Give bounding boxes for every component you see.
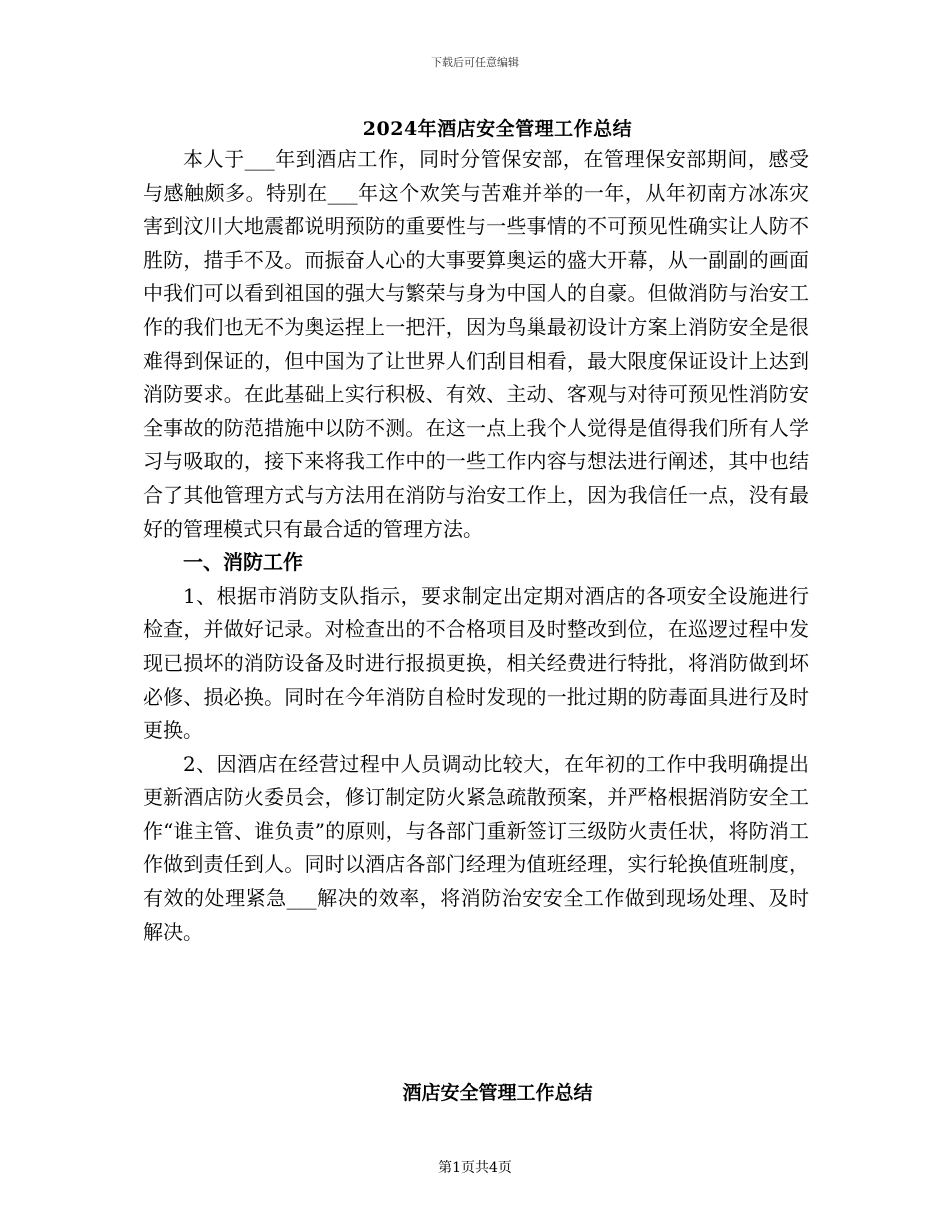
page-number: 第1页共4页 bbox=[438, 1160, 512, 1176]
intro-paragraph: 本人于___年到酒店工作，同时分管保安部，在管理保安部期间，感受与感触颇多。特别在___年这个欢笑与苦难并举的一年，从年初南方冰冻灾害到汶川大地震都说明预防的重要性与一些事情的不可预见性确实让人防不胜防，措手不及。而振奋人心的大事要算奥运的盛大开幕，从一副副的画面中我们可以看到祖国的强大与繁荣与身为中国人的自豪。但做消防与治安工作的我们也无不为奥运捏上一把汗，因为鸟巢最初设计方案上消防安全是很难得到保证的，但中国为了让世界人们刮目相看，最大限度保证设计上达到消防要求。在此基础上实行积极、有效、主动、客观与对待可预见性消防安全事故的防范措施中以防不测。在这一点上我个人觉得是值得我们所有人学习与吸取的，接下来将我工作中的一些工作内容与想法进行阐述，其中也结合了其他管理方式与方法用在消防与治安工作上，因为我信任一点，没有最好的管理模式只有最合适的管理方法。 bbox=[143, 147, 809, 541]
document-body bbox=[143, 143, 809, 949]
item-paragraph-2: 2、因酒店在经营过程中人员调动比较大，在年初的工作中我明确提出更新酒店防火委员会，修订制定防火紧急疏散预案，并严格根据消防安全工作“谁主管、谁负责”的原则，与各部门重新签订三级防火责任状，将防消工作做到责任到人。同时以酒店各部门经理为值班经理，实行轮换值班制度，有效的处理紧急___解决的效率，将消防治安安全工作做到现场处理、及时解决。 bbox=[143, 751, 809, 944]
document-subtitle: 酒店安全管理工作总结 bbox=[402, 1082, 593, 1104]
item-paragraph-1: 1、根据市消防支队指示，要求制定出定期对酒店的各项安全设施进行检查，并做好记录。对检查出的不合格项目及时整改到位，在巡逻过程中发现已损坏的消防设备及时进行报损更换，相关经费进行特批，将消防做到坏必修、损必换。同时在今年消防自检时发现的一批过期的防毒面具进行及时更换。 bbox=[143, 583, 809, 743]
document-title: 2024年酒店安全管理工作总结 bbox=[362, 118, 633, 140]
section-heading-fire-work: 一、消防工作 bbox=[183, 550, 303, 575]
header-note: 下载后可任意编辑 bbox=[431, 56, 519, 69]
